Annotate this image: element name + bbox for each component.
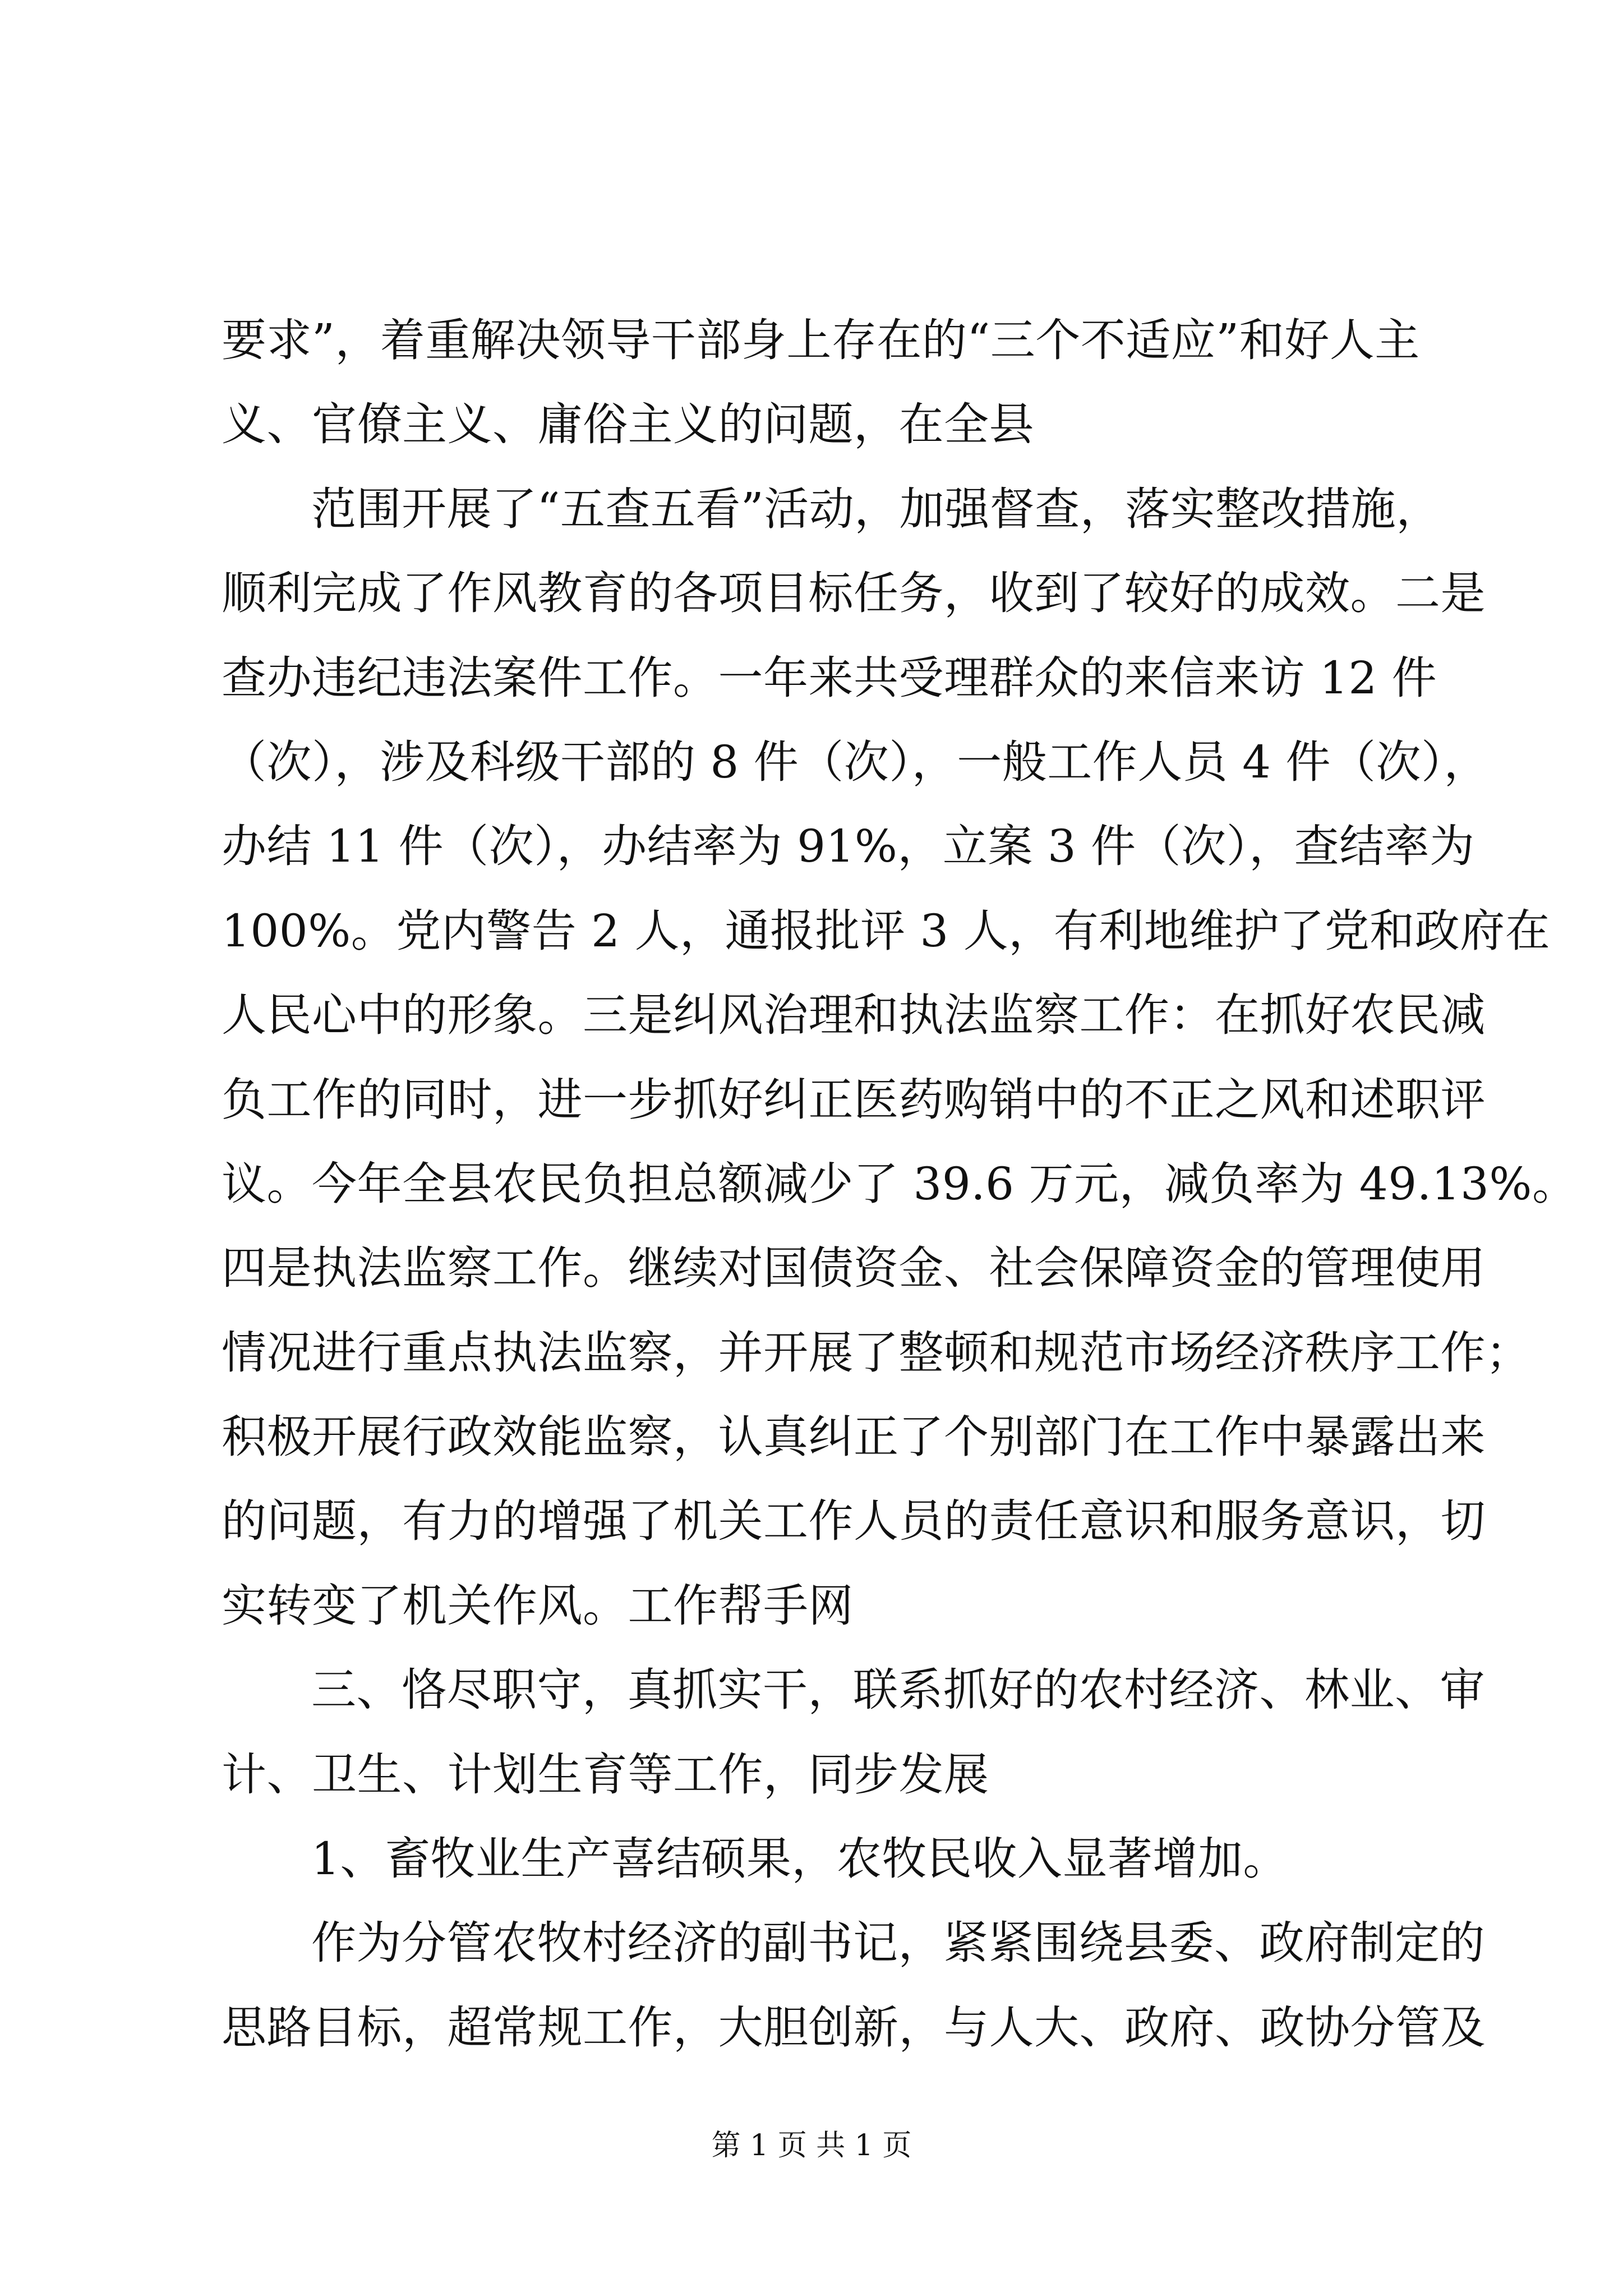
text-line: 实转变了机关作风。工作帮手网	[222, 1579, 854, 1632]
body-text	[222, 298, 1578, 2070]
text-line: 思路目标，超常规工作，大胆创新，与人大、政府、政协分管及	[222, 2001, 1486, 2054]
text-line: 义、官僚主义、庸俗主义的问题，在全县	[222, 398, 1034, 451]
text-line: 负工作的同时，进一步抓好纠正医药购销中的不正之风和述职评	[222, 1073, 1486, 1126]
text-line: 作为分管农牧村经济的副书记，紧紧围绕县委、政府制定的	[311, 1917, 1485, 1970]
text-line: 范围开展了“五查五看”活动，加强督查，落实整改措施，	[311, 482, 1441, 535]
text-line: 人民心中的形象。三是纠风治理和执法监察工作：在抓好农民减	[222, 989, 1486, 1042]
text-line: 办结 11 件（次），办结率为 91%，立案 3 件（次），查结率为	[222, 820, 1475, 873]
page-number: 第 1 页 共 1 页	[711, 2129, 912, 2162]
text-line: 积极开展行政效能监察，认真纠正了个别部门在工作中暴露出来	[222, 1411, 1486, 1464]
text-line: （次），涉及科级干部的 8 件（次），一般工作人员 4 件（次），	[222, 735, 1490, 788]
text-line: 计、卫生、计划生育等工作，同步发展	[222, 1748, 989, 1801]
text-line: 情况进行重点执法监察，并开展了整顿和规范市场经济秩序工作；	[222, 1326, 1531, 1379]
text-line: 议。今年全县农民负担总额减少了 39.6 万元，减负率为 49.13%。	[222, 1157, 1578, 1210]
text-line: 的问题，有力的增强了机关工作人员的责任意识和服务意识，切	[222, 1495, 1486, 1548]
text-line: 顺利完成了作风教育的各项目标任务，收到了较好的成效。二是	[222, 567, 1486, 620]
text-line: 查办违纪违法案件工作。一年来共受理群众的来信来访 12 件	[222, 651, 1437, 704]
page-footer	[0, 2126, 1623, 2165]
text-line: 100%。党内警告 2 人，通报批评 3 人，有利地维护了党和政府在	[222, 904, 1551, 957]
text-line: 三、恪尽职守，真抓实干，联系抓好的农村经济、林业、审	[311, 1664, 1485, 1717]
text-line: 要求”，着重解决领导干部身上存在的“三个不适应”和好人主	[222, 314, 1420, 366]
text-line: 四是执法监察工作。继续对国债资金、社会保障资金的管理使用	[222, 1242, 1486, 1295]
text-line: 1、畜牧业生产喜结硕果，农牧民收入显著增加。	[311, 1833, 1288, 1885]
